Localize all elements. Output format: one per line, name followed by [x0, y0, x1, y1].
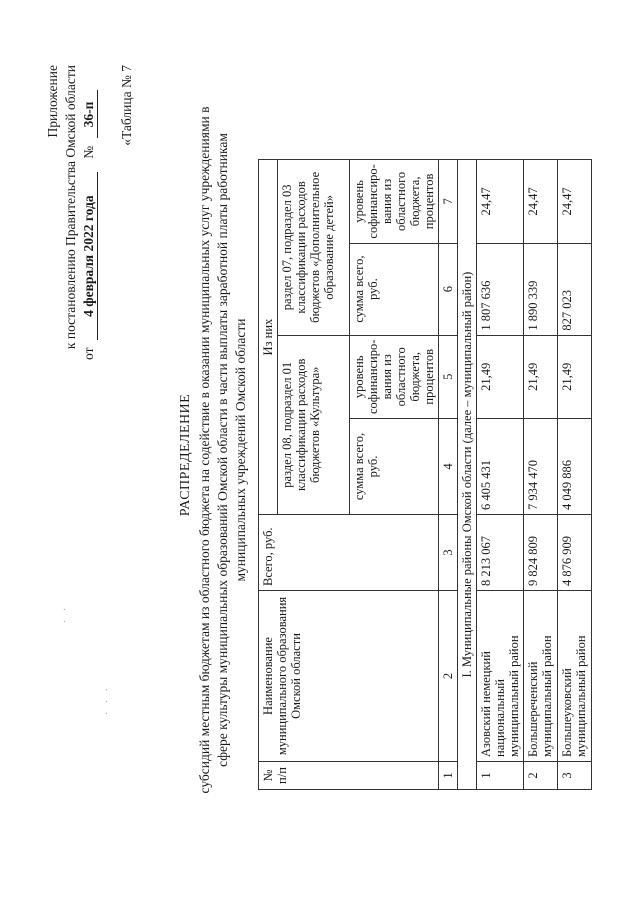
- scan-artifact: · ·: [60, 604, 71, 623]
- row-level-1: 21,49: [477, 335, 524, 418]
- row-number: 3: [558, 762, 592, 790]
- title-line-3: муниципальных учреждений Омской области: [233, 318, 248, 582]
- table-reference: «Таблица № 7: [119, 65, 134, 146]
- row-level-2: 24,47: [558, 160, 592, 243]
- row-level-1: 21,49: [558, 335, 592, 418]
- column-index: 7: [439, 160, 458, 243]
- column-index: 4: [439, 419, 458, 515]
- title-line-2: сфере культуры муниципальных образований Омской области в части выплаты заработной платы работникам: [215, 133, 230, 767]
- column-index: 1: [439, 762, 458, 790]
- row-total: 9 824 809: [524, 515, 558, 591]
- number-prefix: №: [81, 145, 96, 159]
- header-sum-2: сумма всего, руб.: [350, 243, 439, 335]
- row-municipality: Большеуковский муниципальный район: [558, 591, 592, 762]
- row-total: 4 876 909: [558, 515, 592, 591]
- column-index: 2: [439, 591, 458, 762]
- row-number: 2: [524, 762, 558, 790]
- date-prefix: от: [81, 347, 96, 360]
- appendix-label: Приложение: [45, 65, 60, 138]
- header-sum-1: сумма всего, руб.: [350, 419, 439, 515]
- column-index-row: [439, 160, 458, 790]
- column-index: 5: [439, 335, 458, 418]
- row-total: 8 213 067: [477, 515, 524, 591]
- header-total: Всего, руб.: [259, 515, 439, 591]
- decree-date: 4 февраля 2022 года: [80, 172, 98, 340]
- header-level-1: уровень софинансиро-вания из областного бюджета, процентов: [350, 335, 439, 418]
- table-row: [477, 160, 524, 790]
- table-row: [558, 160, 592, 790]
- row-level-2: 24,47: [524, 160, 558, 243]
- row-sum-2: 827 023: [558, 243, 592, 335]
- title-line-1: субсидий местным бюджетам из областного бюджета на содействие в оказании муниципальных услуг учреждениями в: [197, 106, 212, 794]
- header-of-them: Из них: [259, 160, 278, 515]
- document-title: РАСПРЕДЕЛЕНИЕ: [178, 393, 193, 517]
- header-culture-section: раздел 08, подраздел 01 классификации расходов бюджетов «Культура»: [278, 335, 350, 514]
- table-row: [524, 160, 558, 790]
- header-level-2: уровень софинансиро-вания из областного бюджета, процентов: [350, 160, 439, 243]
- row-level-2: 24,47: [477, 160, 524, 243]
- row-sum-1: 6 405 431: [477, 419, 524, 515]
- header-education-section: раздел 07, подраздел 03 классификации расходов бюджетов «Дополнительное образование детей»: [278, 160, 350, 335]
- row-municipality: Большереченский муниципальный район: [524, 591, 558, 762]
- section-title: I. Муниципальные районы Омской области (далее – муниципальный район): [458, 160, 477, 790]
- decree-number: 36-п: [80, 91, 98, 139]
- header-name: Наименование муниципального образования Омской области: [259, 591, 439, 762]
- decree-reference: к постановлению Правительства Омской области: [63, 65, 78, 350]
- row-number: 1: [477, 762, 524, 790]
- distribution-table: [258, 159, 592, 790]
- section-row: [458, 160, 477, 790]
- row-sum-2: 1 890 339: [524, 243, 558, 335]
- row-sum-2: 1 807 636: [477, 243, 524, 335]
- column-index: 6: [439, 243, 458, 335]
- scan-artifact: · · ·: [102, 685, 113, 715]
- row-sum-1: 4 049 886: [558, 419, 592, 515]
- column-index: 3: [439, 515, 458, 591]
- row-level-1: 21,49: [524, 335, 558, 418]
- row-sum-1: 7 934 470: [524, 419, 558, 515]
- row-municipality: Азовский немецкий национальный муниципальный район: [477, 591, 524, 762]
- decree-date-line: [80, 60, 98, 360]
- header-number: № п/п: [259, 762, 439, 790]
